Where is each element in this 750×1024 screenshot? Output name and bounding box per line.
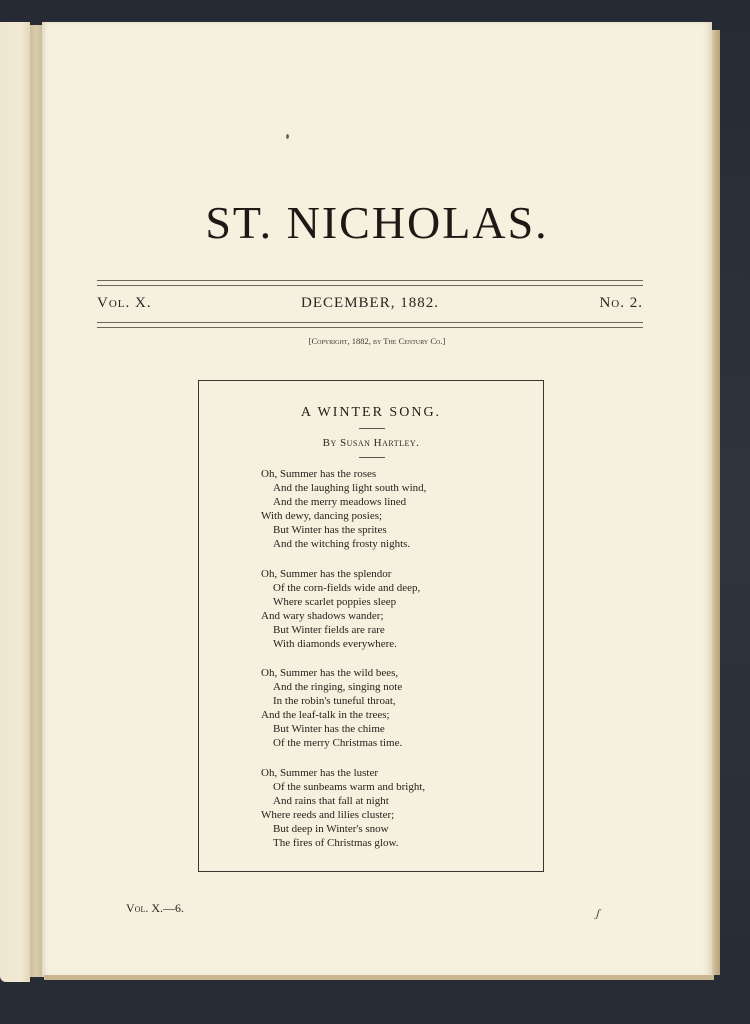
header-rule-bottom-2	[97, 327, 643, 328]
issue-date: DECEMBER, 1882.	[301, 295, 439, 311]
poem-line: With diamonds everywhere.	[273, 638, 397, 650]
pencil-mark: ʃ	[594, 905, 602, 921]
poem-line: Oh, Summer has the wild bees,	[261, 667, 399, 679]
poem-line: And rains that fall at night	[273, 795, 389, 807]
poem-line: But Winter has the sprites	[273, 524, 387, 536]
poem-line: The fires of Christmas glow.	[273, 837, 399, 849]
poem-line: And the laughing light south wind,	[273, 482, 427, 494]
poem-line: Oh, Summer has the splendor	[261, 568, 392, 580]
stanza-1	[261, 467, 531, 551]
poem-line: Of the corn-fields wide and deep,	[273, 582, 421, 594]
poem-title-rule	[359, 428, 385, 429]
stanza-2	[261, 567, 531, 651]
poem-line: And the leaf-talk in the trees;	[261, 709, 390, 721]
poem-author: By Susan Hartley.	[322, 437, 420, 449]
poem-line: And the ringing, singing note	[273, 681, 403, 693]
stanza-4	[261, 766, 531, 850]
left-facing-page	[0, 22, 30, 982]
issue-number: No. 2.	[599, 295, 643, 311]
poem-line: But deep in Winter's snow	[273, 823, 389, 835]
header-rule-top-2	[97, 285, 643, 286]
signature-mark: Vol. X.—6.	[126, 901, 184, 915]
poem-author-rule	[359, 457, 385, 458]
magazine-title: ST. NICHOLAS.	[205, 197, 549, 248]
poem-line: Of the merry Christmas time.	[273, 737, 403, 749]
volume-label: Vol. X.	[97, 295, 152, 311]
poem-line: Where scarlet poppies sleep	[273, 596, 397, 608]
poem-line: Oh, Summer has the luster	[261, 767, 379, 779]
copyright-notice: [Copyright, 1882, by The Century Co.]	[308, 336, 446, 346]
poem-line: And the witching frosty nights.	[273, 538, 411, 550]
poem-line: Where reeds and lilies cluster;	[261, 809, 395, 821]
poem-frame	[198, 380, 544, 872]
poem-line: And wary shadows wander;	[261, 610, 384, 622]
poem-line: Of the sunbeams warm and bright,	[273, 781, 426, 793]
page-stack-edge	[712, 30, 720, 975]
ink-speck	[286, 134, 289, 139]
stanza-3	[261, 666, 531, 750]
poem-line: In the robin's tuneful throat,	[273, 695, 396, 707]
poem-line: With dewy, dancing posies;	[261, 510, 383, 522]
poem-line: And the merry meadows lined	[273, 496, 407, 508]
poem-title: A WINTER SONG.	[300, 405, 442, 420]
header-rule-bottom-1	[97, 322, 643, 323]
poem-line: But Winter fields are rare	[273, 624, 385, 636]
page-bottom-edge	[44, 975, 714, 980]
poem-line: Oh, Summer has the roses	[261, 468, 377, 480]
header-rule-top-1	[97, 280, 643, 281]
issue-row	[97, 295, 643, 319]
poem-line: But Winter has the chime	[273, 723, 385, 735]
